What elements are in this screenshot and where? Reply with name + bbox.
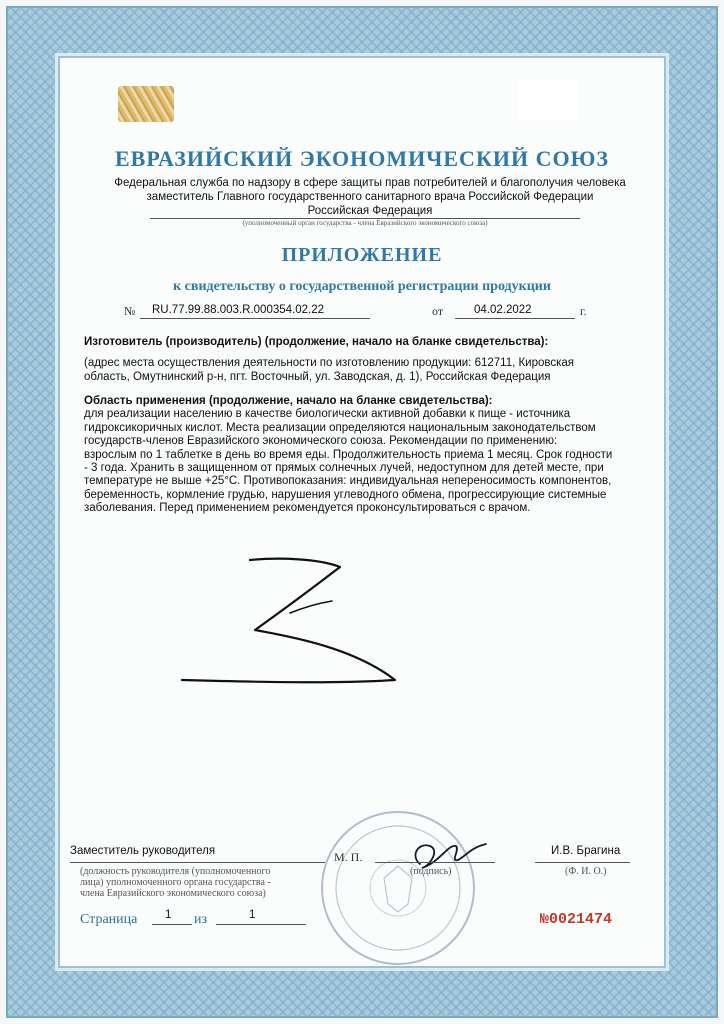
agency-line-3: Российская Федерация	[307, 205, 433, 217]
date-underline	[455, 318, 575, 319]
number-label: №	[124, 304, 136, 318]
application-line: температуре не выше +25°С. Противопоказания: индивидуальная непереносимость компонентов,	[84, 475, 612, 488]
position-caption-line: члена Евразийского экономического союза)	[80, 888, 266, 899]
application-line: - 3 года. Хранить в защищенном от прямых солнечных лучей, недоступном для детей месте, при	[84, 462, 604, 475]
date-from-label: от	[432, 304, 444, 318]
union-title: ЕВРАЗИЙСКИЙ ЭКОНОМИЧЕСКИЙ СОЮЗ	[114, 146, 610, 171]
hologram-sticker	[118, 86, 174, 122]
application-line: заболевания. Перед применением рекомендуется проконсультироваться с врачом.	[84, 502, 531, 515]
position-caption-line: лица) уполномоченного органа государства -	[80, 877, 271, 888]
document-title: ПРИЛОЖЕНИЕ	[281, 244, 443, 266]
certificate-number: RU.77.99.88.003.R.000354.02.22	[152, 304, 324, 316]
signer-position: Заместитель руководителя	[70, 845, 216, 857]
position-underline	[70, 862, 325, 863]
application-line: беременность, кормление грудью, нарушения углеводного обмена, прогрессирующие системные	[84, 488, 607, 501]
signer-name: И.В. Брагина	[551, 845, 621, 857]
manufacturer-section	[84, 336, 640, 384]
year-suffix: г.	[580, 304, 587, 318]
name-underline	[535, 862, 630, 863]
issuing-agency	[90, 176, 650, 218]
application-line: взрослым по 1 таблетке в день во время еды. Продолжительность приема 1 месяц. Срок годности	[84, 448, 613, 461]
manufacturer-line-1: (адрес места осуществления деятельности по изготовлению продукции: 612711, Кировская	[84, 357, 575, 370]
manufacturer-heading: Изготовитель (производитель) (продолжение, начало на бланке свидетельства):	[84, 336, 549, 348]
agency-line-2: заместитель Главного государственного санитарного врача Российской Федерации	[146, 191, 594, 203]
position-caption-line: (должность руководителя (уполномоченного	[80, 866, 271, 877]
total-underline	[216, 924, 306, 925]
agency-caption: (уполномоченный орган государства - члена Евразийского экономического союза)	[242, 219, 488, 227]
name-caption: (Ф. И. О.)	[565, 866, 607, 877]
application-heading: Область применения (продолжение, начало на бланке свидетельства):	[84, 395, 493, 407]
page-label: Страница	[80, 912, 138, 927]
signature-underline	[375, 862, 495, 863]
page-underline	[152, 924, 192, 925]
seal-place-label: М. П.	[334, 850, 363, 864]
serial-number: №0021474	[540, 911, 613, 928]
number-underline	[140, 318, 370, 319]
application-line: гидроксикоричных кислот. Места реализации определяются национальным законодательством	[84, 421, 596, 434]
page-total: 1	[249, 909, 256, 921]
position-caption	[80, 866, 271, 899]
document-subtitle: к свидетельству о государственной регистрации продукции	[173, 279, 551, 294]
application-line: государств-членов Евразийского экономического союза. Рекомендации по применению:	[84, 435, 558, 448]
closing-zigzag-mark	[170, 545, 410, 695]
application-line: для реализации населению в качестве биологически активной добавки к пище - источника	[84, 408, 571, 421]
manufacturer-line-2: область, Омутнинский р-н, пгт. Восточный, ул. Заводская, д. 1), Российская Федерация	[84, 370, 551, 383]
page-of-label: из	[194, 912, 208, 927]
certificate-date: 04.02.2022	[474, 304, 532, 316]
signature-caption: (подпись)	[410, 866, 452, 877]
agency-line-1: Федеральная служба по надзору в сфере защиты прав потребителей и благополучия человека	[114, 177, 626, 189]
corner-blank-patch	[518, 80, 578, 120]
page-number: 1	[165, 909, 172, 921]
application-section	[84, 395, 640, 516]
